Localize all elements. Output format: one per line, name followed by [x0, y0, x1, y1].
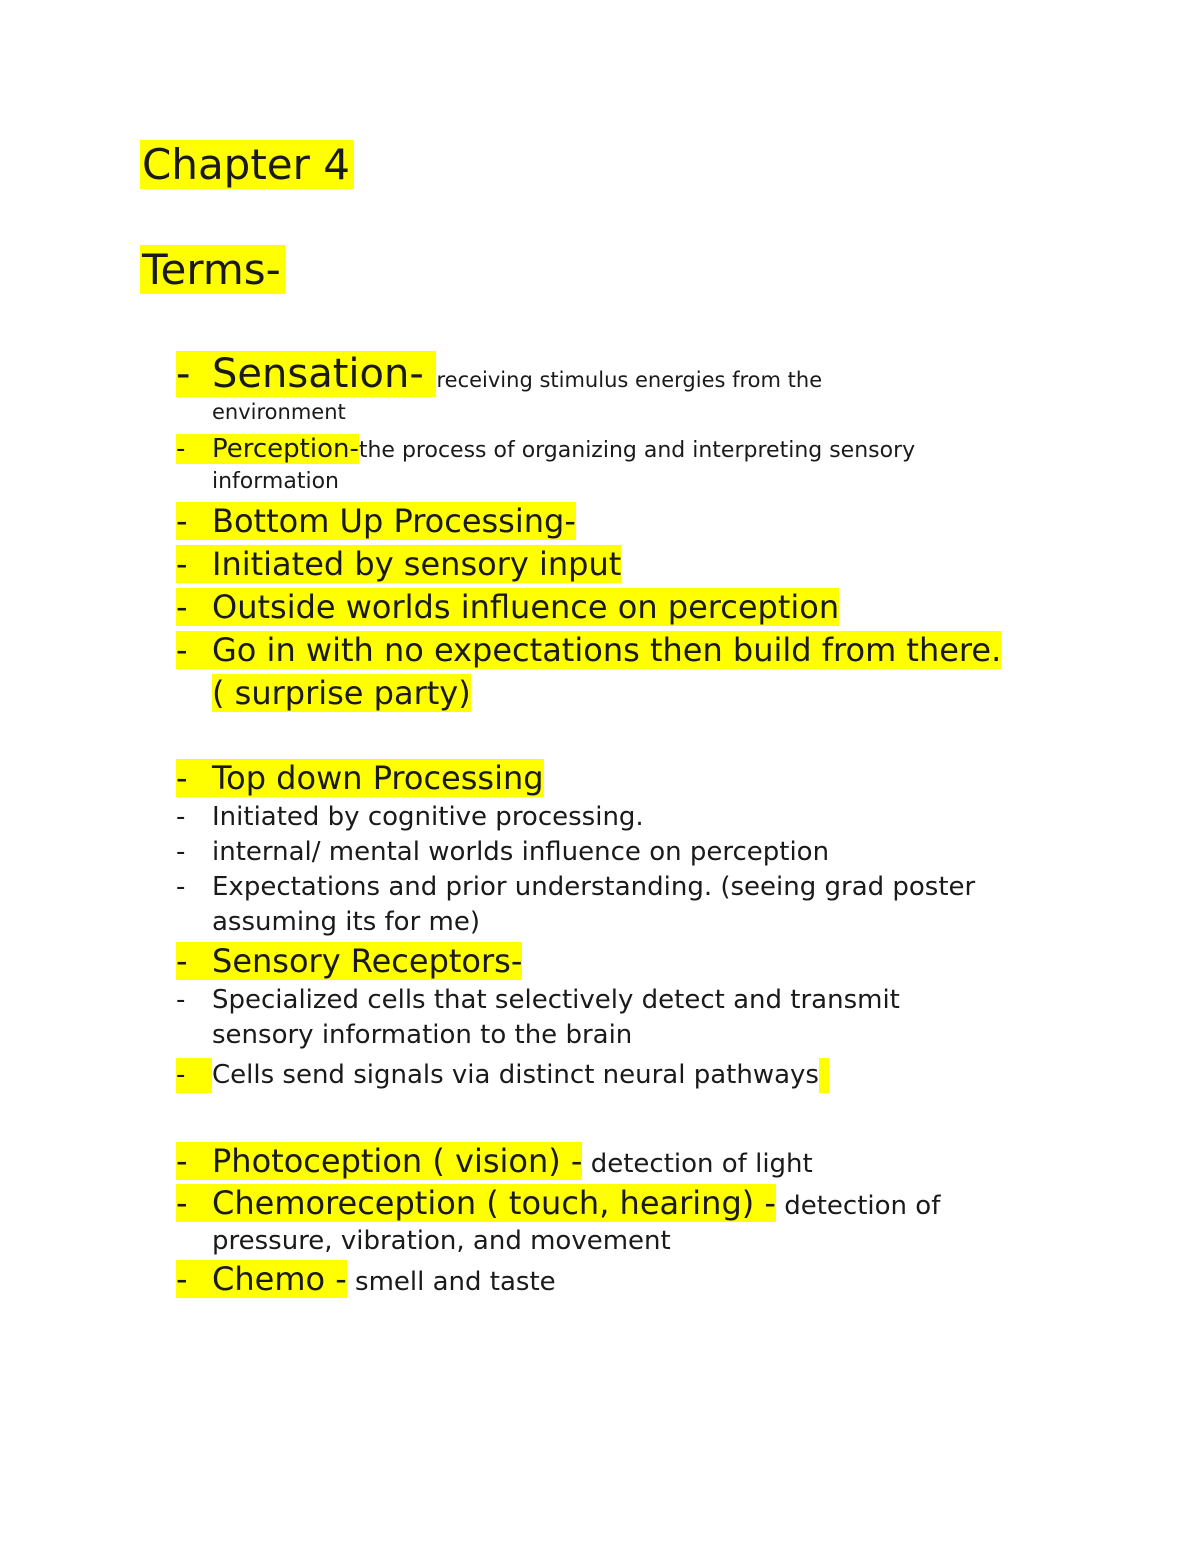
list-item: - Expectations and prior understanding. (seeing grad poster assuming its for me) [176, 872, 976, 937]
term-chemoreception: - Chemoreception ( touch, hearing) - detection of pressure, vibration, and movement [176, 1184, 941, 1256]
list-item: - Go in with no expectations then build from there. [176, 631, 1002, 669]
term-sensation [176, 352, 1076, 428]
term-top-down: - Top down Processing [176, 759, 544, 797]
term-definition-cont: information [212, 469, 339, 494]
list-item: - Initiated by cognitive processing. [176, 802, 644, 832]
term-sensory-receptors: - Sensory Receptors- [176, 942, 523, 980]
term-bottom-up: - Bottom Up Processing- [176, 502, 576, 540]
list-item: - internal/ mental worlds influence on perception [176, 837, 830, 867]
term-definition-cont: environment [212, 400, 346, 424]
term-photoception: - Photoception ( vision) - detection of light [176, 1142, 813, 1180]
term-definition: the process of organizing and interpreting sensory [358, 438, 916, 463]
terms-heading: Terms- [140, 245, 285, 295]
list-item: - Initiated by sensory input [176, 545, 622, 583]
term-chemo: - Chemo - smell and taste [176, 1260, 556, 1298]
term-label: - Sensation- [176, 351, 436, 397]
page-title: Chapter 4 [140, 140, 354, 190]
list-item: - Outside worlds influence on perception [176, 588, 840, 626]
list-item: - Cells send signals via distinct neural pathways [176, 1058, 1076, 1093]
term-perception [176, 432, 1076, 497]
list-item: - Specialized cells that selectively detect and transmit sensory information to the brain [176, 985, 900, 1050]
term-label: - Perception- [176, 434, 359, 464]
term-definition: receiving stimulus energies from the [436, 368, 823, 392]
list-item-cont: ( surprise party) [212, 674, 471, 712]
